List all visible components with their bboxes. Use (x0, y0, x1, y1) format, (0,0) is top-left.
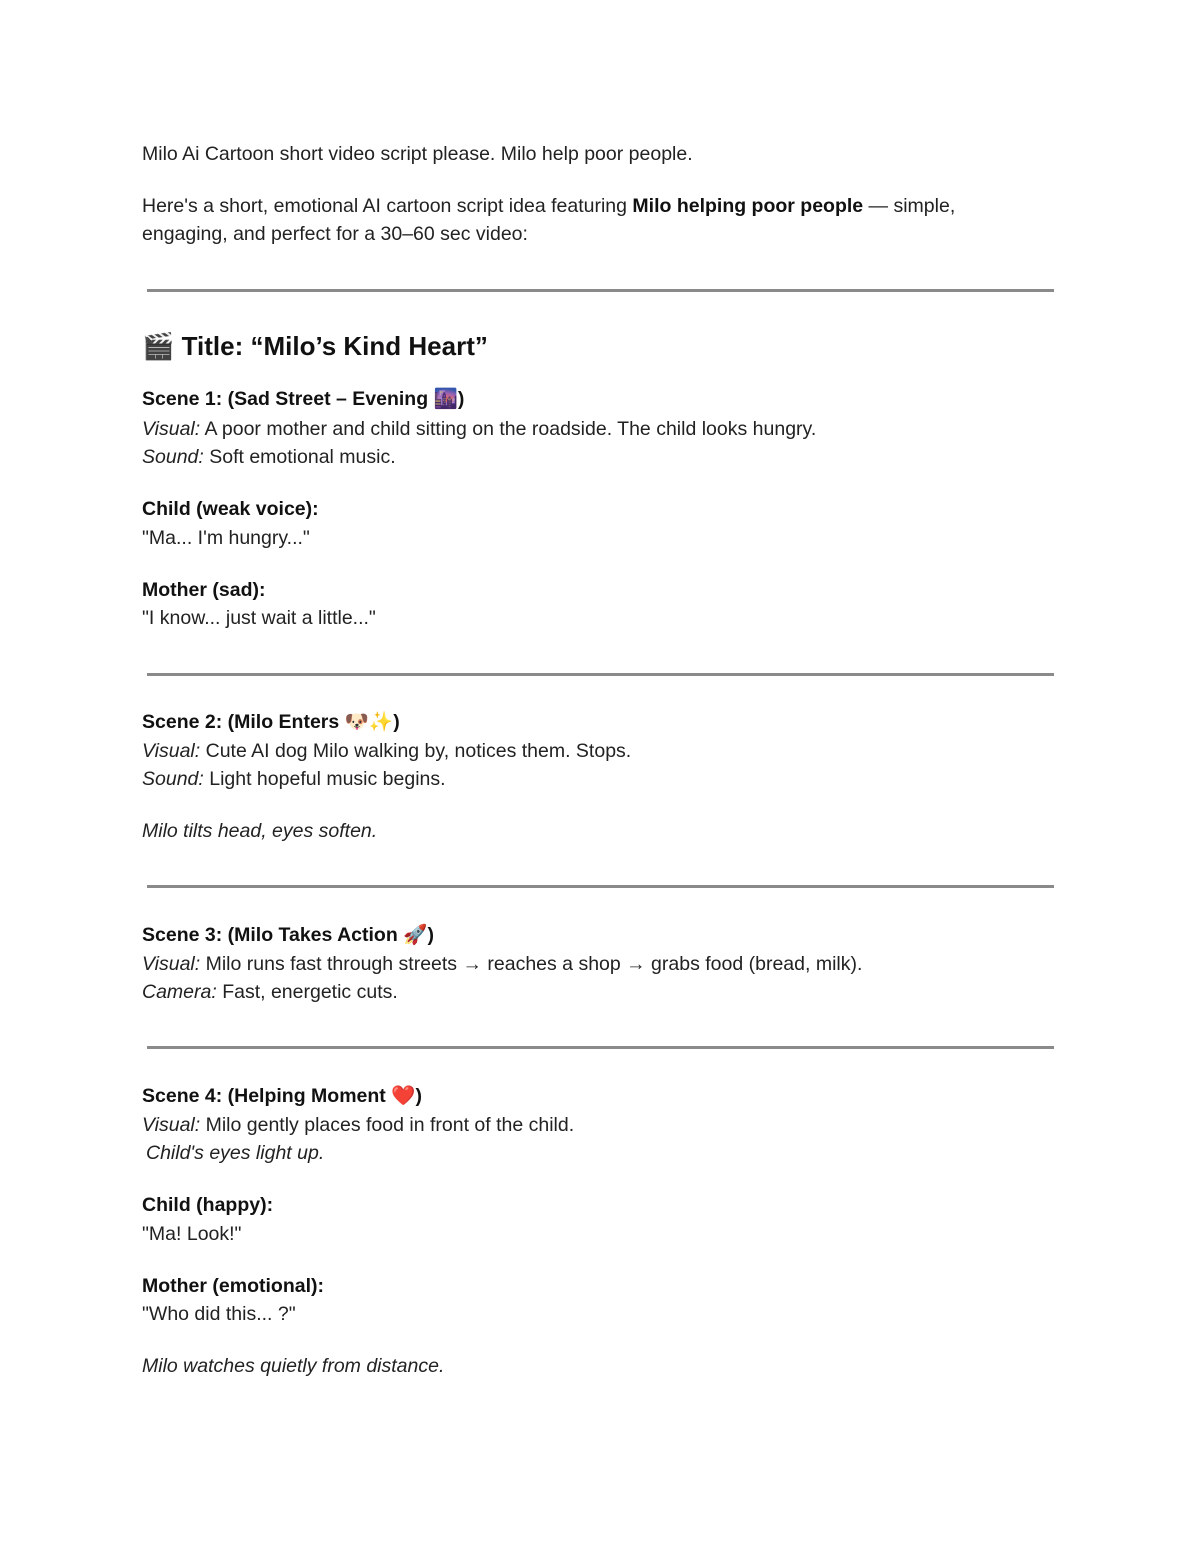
scene-1-heading (142, 385, 464, 413)
visual-label: Visual: (142, 740, 201, 762)
scene-1-visual (142, 415, 816, 443)
scene-2-visual (142, 737, 631, 765)
sound-text: Light hopeful music begins. (203, 768, 446, 790)
camera-text: Fast, energetic cuts. (216, 981, 398, 1003)
intro-line-1 (142, 192, 955, 220)
divider (147, 1046, 1054, 1049)
cityscape-dusk-icon: 🌆 (433, 387, 458, 410)
dialogue-line: "Ma! Look!" (142, 1223, 242, 1245)
rocket-icon: 🚀 (403, 923, 428, 946)
scene-heading-text: Scene 3: (Milo Takes Action (142, 924, 404, 946)
scene-2-sound (142, 765, 446, 793)
speaker-mother: Mother (emotional): (142, 1275, 324, 1297)
script-title (142, 330, 488, 363)
sound-label: Sound: (142, 446, 204, 468)
intro-line-2: engaging, and perfect for a 30–60 sec video: (142, 223, 528, 245)
prompt-text: Milo Ai Cartoon short video script please. Milo help poor people. (142, 143, 693, 165)
visual-label: Visual: (142, 953, 201, 975)
divider (147, 885, 1054, 888)
scene-heading-text: Scene 1: (Sad Street – Evening (142, 388, 434, 410)
visual-text: Milo gently places food in front of the child. (200, 1114, 575, 1136)
scene-heading-end: ) (393, 711, 400, 733)
visual-label: Visual: (142, 1114, 201, 1136)
scene-1-sound (142, 443, 396, 471)
scene-3-camera (142, 978, 398, 1006)
speaker-mother: Mother (sad): (142, 579, 266, 601)
scene-3-heading (142, 921, 434, 949)
action-line: Milo tilts head, eyes soften. (142, 820, 378, 842)
divider (147, 289, 1054, 292)
intro-bold-text: Milo helping poor people (632, 195, 864, 217)
visual-label: Visual: (142, 418, 201, 440)
dialogue-line: "I know... just wait a little..." (142, 607, 376, 629)
scene-heading-end: ) (427, 924, 434, 946)
sound-label: Sound: (142, 768, 204, 790)
scene-4-visual (142, 1111, 574, 1139)
script-title-text: Title: “Milo’s Kind Heart” (181, 331, 488, 361)
clapperboard-icon: 🎬 (142, 332, 175, 362)
speaker-child: Child (happy): (142, 1194, 274, 1216)
action-line: Child's eyes light up. (146, 1142, 325, 1164)
action-line: Milo watches quietly from distance. (142, 1355, 445, 1377)
scene-heading-text: Scene 2: (Milo Enters (142, 711, 345, 733)
visual-text: A poor mother and child sitting on the roadside. The child looks hungry. (200, 418, 817, 440)
camera-label: Camera: (142, 981, 217, 1003)
intro-text: Here's a short, emotional AI cartoon script idea featuring (142, 195, 633, 217)
scene-2-heading (142, 708, 400, 736)
intro-text-end: — simple, (863, 195, 956, 217)
speaker-child: Child (weak voice): (142, 498, 319, 520)
divider (147, 673, 1054, 676)
red-heart-icon: ❤️ (391, 1084, 416, 1107)
visual-text: Cute AI dog Milo walking by, notices them. Stops. (200, 740, 632, 762)
scene-heading-end: ) (457, 388, 465, 410)
sound-text: Soft emotional music. (203, 446, 396, 468)
scene-4-heading (142, 1082, 422, 1110)
dialogue-line: "Who did this... ?" (142, 1303, 296, 1325)
visual-text: Milo runs fast through streets → reaches a shop → grabs food (bread, milk). (200, 953, 863, 975)
scene-heading-end: ) (415, 1085, 422, 1107)
dialogue-line: "Ma... I'm hungry..." (142, 527, 310, 549)
dog-sparkles-icon: 🐶✨ (344, 710, 394, 733)
scene-heading-text: Scene 4: (Helping Moment (142, 1085, 392, 1107)
scene-3-visual (142, 950, 862, 978)
